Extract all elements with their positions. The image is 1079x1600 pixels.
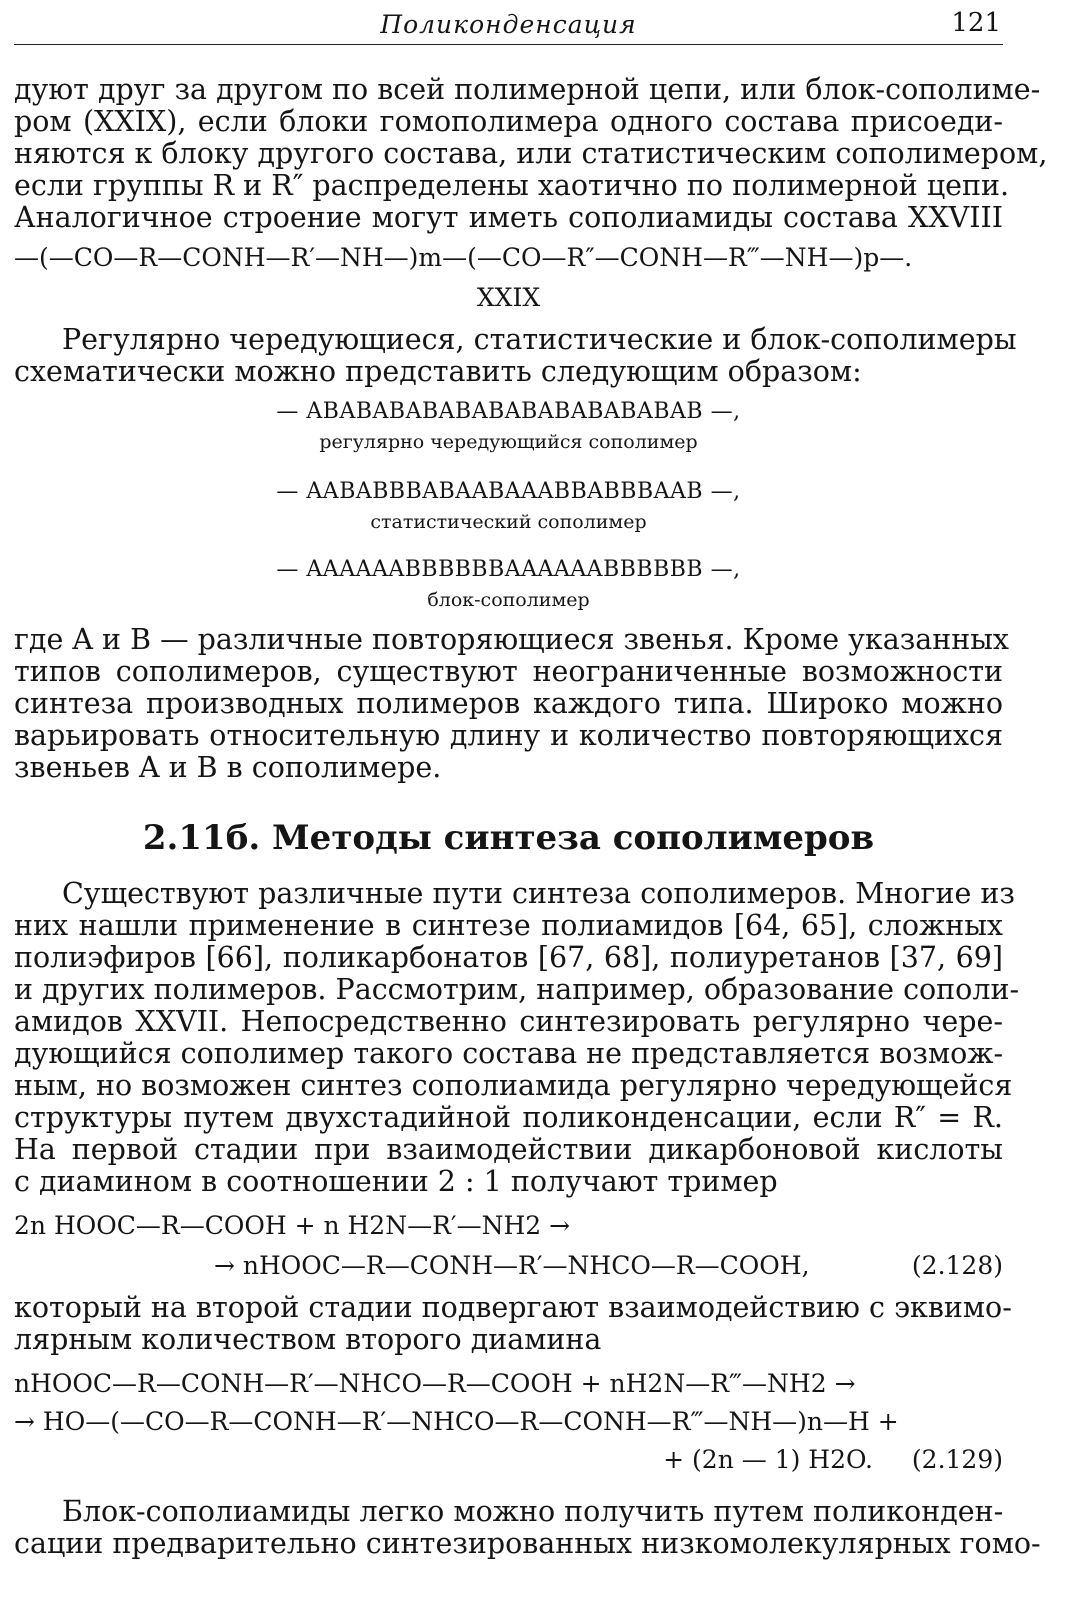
paragraph-line: звеньев A и B в сополимере. — [14, 751, 442, 784]
paragraph-line: структуры путем двухстадийной поликонденсации, если R″ = R. — [14, 1101, 1003, 1134]
equation-2-129-line3: + (2n — 1) H2O. — [663, 1445, 873, 1474]
paragraph-line: где A и B — различные повторяющиеся звенья. Кроме указанных — [14, 623, 1009, 656]
sequence-regular: — ABABABABABABABABABABABAB —, — [276, 399, 741, 424]
sequence-caption: блок-сополимер — [427, 589, 590, 611]
paragraph-line: няются к блоку другого состава, или статистическим сополимером, — [14, 137, 1048, 170]
paragraph-line: сации предварительно синтезированных низкомолекулярных гомо- — [14, 1527, 1041, 1560]
paragraph-line: с диамином в соотношении 2 : 1 получают тример — [14, 1165, 778, 1198]
equation-2-129-line1: nHOOC—R—CONH—R′—NHCO—R—COOH + nH2N—R‴—NH2 → — [14, 1369, 856, 1398]
paragraph-line: Существуют различные пути синтеза сополимеров. Многие из — [62, 877, 1015, 910]
section-heading: 2.11б. Методы синтеза сополимеров — [142, 818, 875, 858]
paragraph-line: полиэфиров [66], поликарбонатов [67, 68], полиуретанов [37, 69] — [14, 941, 1003, 974]
paragraph-line: Регулярно чередующиеся, статистические и блок-сополимеры — [62, 323, 1017, 356]
sequence-caption: регулярно чередующийся сополимер — [319, 431, 698, 453]
formula-label: XXIX — [476, 283, 541, 312]
sequence-statistical: — AABABBBABAABAAABBABBBAAB —, — [276, 479, 741, 504]
equation-number: (2.129) — [911, 1445, 1003, 1474]
paragraph-line: На первой стадии при взаимодействии дикарбоновой кислоты — [14, 1133, 1003, 1166]
paragraph-line: Аналогичное строение могут иметь сополиамиды состава XXVIII — [14, 201, 1003, 234]
page-header — [14, 4, 1003, 45]
formula-xxix: —(—CO—R—CONH—R′—NH—)m—(—CO—R″—CONH—R‴—NH—)p—. — [14, 243, 913, 272]
sequence-block: — AAAAAABBBBBBAAAAAABBBBBB —, — [276, 557, 741, 582]
equation-2-128-line2: → nHOOC—R—CONH—R′—NHCO—R—COOH, — [214, 1251, 810, 1280]
paragraph-line: схематически можно представить следующим образом: — [14, 355, 862, 388]
sequence-caption: статистический сополимер — [370, 511, 647, 533]
paragraph-line: амидов XXVII. Непосредственно синтезировать регулярно чере- — [14, 1005, 1003, 1038]
running-title: Поликонденсация — [380, 10, 637, 39]
paragraph-line: варьировать относительную длину и количество повторяющихся — [14, 719, 1003, 752]
equation-number: (2.128) — [911, 1251, 1003, 1280]
paragraph-line: синтеза производных полимеров каждого типа. Широко можно — [14, 687, 1003, 720]
paragraph-line: и других полимеров. Рассмотрим, например, образование сополи- — [14, 973, 1020, 1006]
page-number: 121 — [951, 8, 1001, 38]
paragraph-line: Блок-сополиамиды легко можно получить путем поликонден- — [62, 1495, 1004, 1528]
paragraph-line: дуют друг за другом по всей полимерной цепи, или блок-сополиме- — [14, 73, 1041, 106]
paragraph-line: лярным количеством второго диамина — [14, 1323, 602, 1356]
paragraph-line: ром (XXIX), если блоки гомополимера одного состава присоеди- — [14, 105, 1003, 138]
paragraph-line: ным, но возможен синтез сополиамида регулярно чередующейся — [14, 1069, 1013, 1102]
paragraph-line: типов сополимеров, существуют неограниченные возможности — [14, 655, 1003, 688]
paragraph-line: если группы R и R″ распределены хаотично по полимерной цепи. — [14, 169, 1010, 202]
paragraph-line: который на второй стадии подвергают взаимодействию с эквимо- — [14, 1291, 1012, 1324]
paragraph-line: них нашли применение в синтезе полиамидов [64, 65], сложных — [14, 909, 1003, 942]
paragraph-line: дующийся сополимер такого состава не представляется возмож- — [14, 1037, 1004, 1070]
equation-2-129-line2: → HO—(—CO—R—CONH—R′—NHCO—R—CONH—R‴—NH—)n—H + — [14, 1407, 899, 1436]
equation-2-128-line1: 2n HOOC—R—COOH + n H2N—R′—NH2 → — [14, 1211, 571, 1240]
